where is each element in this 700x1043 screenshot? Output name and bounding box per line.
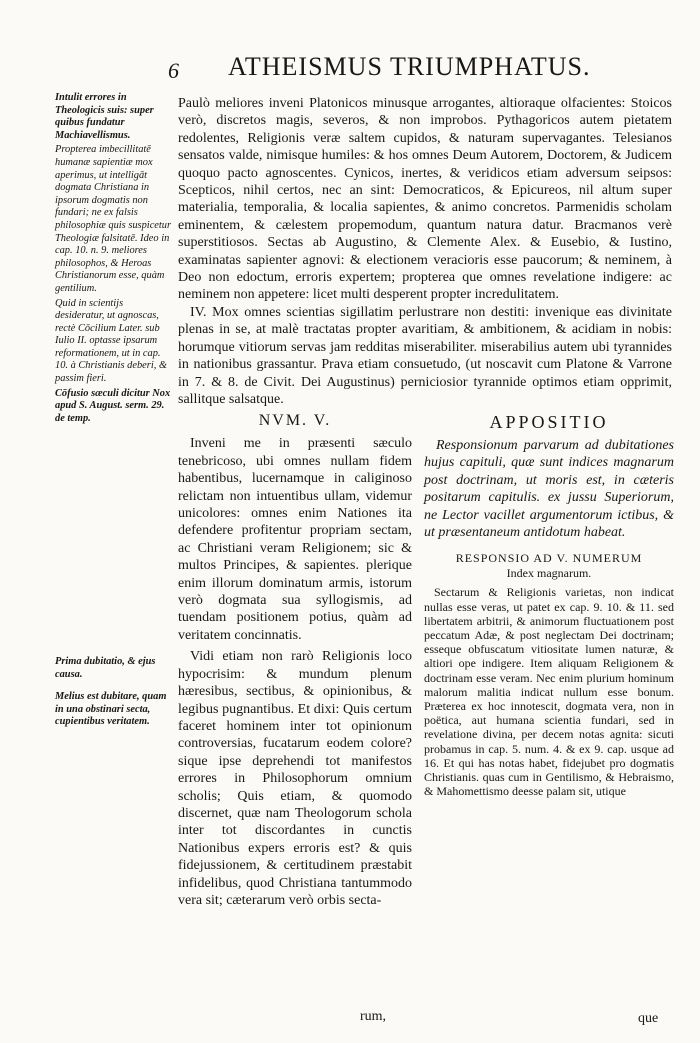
paragraph: Vidi etiam non rarò Religionis loco hypocrisim: & mundum plenum hæresibus, sectibus, & opinionibus, & legibus pugnantibus. Et dixi: Quis certum faceret hominem inter tot opinionum controversias, fucatarum eodem colore? sique ipse deprehendi tot manifestos errores in Philosophorum omnium scholis; Quis etiam, & quomodo discernet, quæ nam Theologorum schola inter tot discordantes in cunctis Nationibus expers erroris est? & quis fidejussionem, & certitudinem præstabit infidelibus, quod Christiana tantummodo vera sit; cæterarum verò orbis secta-	[178, 649, 412, 908]
catchword-left: rum,	[360, 1009, 387, 1024]
margin-note: Propterea imbecillitatē humanæ sapientiæ mox aperimus, ut intelligāt dogmata Christiana in ipsorum dogmatis non fundari; ne ex falsis philosophiæ quis suspicetur Theologiæ falsitatē. Ideo in cap. 10. n. 9. meliores philosophos, & Heroas Christianorum esse, quàm gentilium.	[55, 144, 172, 294]
paragraph: Responsionum parvarum ad dubitationes hujus capituli, quæ sunt indices magnarum post doctrinam, ut moris est, in cæteris positarum capitulis. ex jussu Superiorum, ne Lector vacillet argumentorum ictibus, & ut præsentaneum antidotum habeat.	[424, 438, 674, 541]
margin-note: Prima dubitatio, & ejus causa.	[55, 656, 156, 680]
main-text-top	[178, 95, 672, 408]
catchword-right: que	[638, 1011, 659, 1026]
margin-note: Quid in scientijs desideratur, ut agnoscas, rectè Cōcilium Later. sub Iulio II. optasse ipsarum reformationem, ut in cap. 10. à Christianis deberi, & passim fieri.	[55, 297, 167, 385]
section-heading: APPOSITIO	[489, 412, 609, 432]
num-v-section	[178, 412, 412, 909]
running-title: ATHEISMUS TRIUMPHATUS.	[228, 52, 591, 81]
margin-notes-top	[55, 92, 173, 427]
margin-note: Intulit errores in Theologicis suis: super quibus fundatur Machiavellismus.	[55, 92, 154, 141]
paragraph: Sectarum & Religionis varietas, non indicat nullas esse veras, ut patet ex cap. 9. 10. & 11. sed libertatem arbitrii, & animorum fluctuationem post peccatum Adæ, & post neglectam Dei doctrinam; esseque obfuscatum vitiositate lumen naturæ, & altiori ope indigere. Item aliquam Religionem & doctrinam esse veram. Nec enim plurium hominum malorum malitia indicat nullum esse bonum. Præterea ex hoc innotescit, dogmata vera, non in poëtica, aut humana scientia fundari, sed in revelatione divina, per decem notas agnita: sicuti probamus in cap. 5. num. 4. & ex 9. cap. usque ad 16. Et qui has notas habet, fidejubet pro dogmatis Christianis. quas cum in Gentilismo, & Hebraismo, & Mahomettismo deesse palam sit, utique	[424, 585, 674, 799]
margin-note: Melius est dubitare, quam in una obstinari secta, cupientibus veritatem.	[55, 691, 167, 728]
paragraph: Paulò meliores inveni Platonicos minusque arrogantes, altioraque olfacientes: Stoicos verò, discretos magis, severos, & non improbos. Pythagoricos autem pietatem redolentes, Religionis veræ saltem cupidos, & naturam supervagantes. Telesianos sensatos valde, nimisque humiles: & hos omnes Deum Autorem, Doctorem, & Judicem quoquo pacto agnoscentes. Cynicos, inertes, & veridicos etiam adversum seipsos: Scepticos, nihil certos, nec an sint: Democraticos, & Epicureos, nil altum super materialia, temporalia, & localia sapientes, & animo concretos. Parmenidis scholam eminentem, & cælestem propemodum, quantum natura datur. Bracmanos verè superstitiosos. Sectas ab Augustino, & Clemente Alex. & Eusebio, & Iustino, examinatas sapienter agnovi: & electionem veracioris esse paucorum; & neminem, à Deo non edoctum, erroris expertem; propterea que omnes revelatione indigere: ac neminem non appetere: licet multi desperent propter incredulitatem.	[178, 96, 672, 303]
margin-notes-mid	[55, 656, 173, 739]
appositio-section	[424, 412, 674, 798]
index-line: Index magnarum.	[506, 566, 592, 581]
page-number: 6	[168, 58, 179, 83]
paragraph: Inveni me in præsenti sæculo tenebricoso, ubi omnes nullam fidem habentibus, lucernamque in caliginoso relictam non intuentibus ullam, videmur unicolores: omnes enim Nationes ita defendere profitentur propriam sectam, ac Christiani veram Religionem; sic & multos Principes, & sapientes. plerique enim illorum dominatum armis, istorum verò dogmata sua syllogismis, ad tuendam positionem potius, quàm ad veritatem concinnatis.	[178, 436, 412, 643]
paragraph: IV. Mox omnes scientias sigillatim perlustrare non destiti: invenique eas divinitate plenas in se, at malè tractatas propter avaritiam, & ambitionem, & acidiam in nobis: horumque vitiorum servas jam redditas miserabiliter. miserabilius autem ubi tyrannides in nationibus grassantur. Prava etiam consuetudo, (ut noscavit cum Platone & Varrone in 7. & 8. de Civit. Dei Augustinus) perniciosior tyrannide optimos etiam opprimit, sallitque salsatque.	[178, 304, 672, 407]
subsection-heading: RESPONSIO AD V. NUMERUM	[455, 551, 643, 566]
section-heading: NVM. V.	[258, 412, 332, 429]
margin-note: Cōfusio sæculi dicitur Nox apud S. August. serm. 29. de temp.	[55, 387, 171, 424]
